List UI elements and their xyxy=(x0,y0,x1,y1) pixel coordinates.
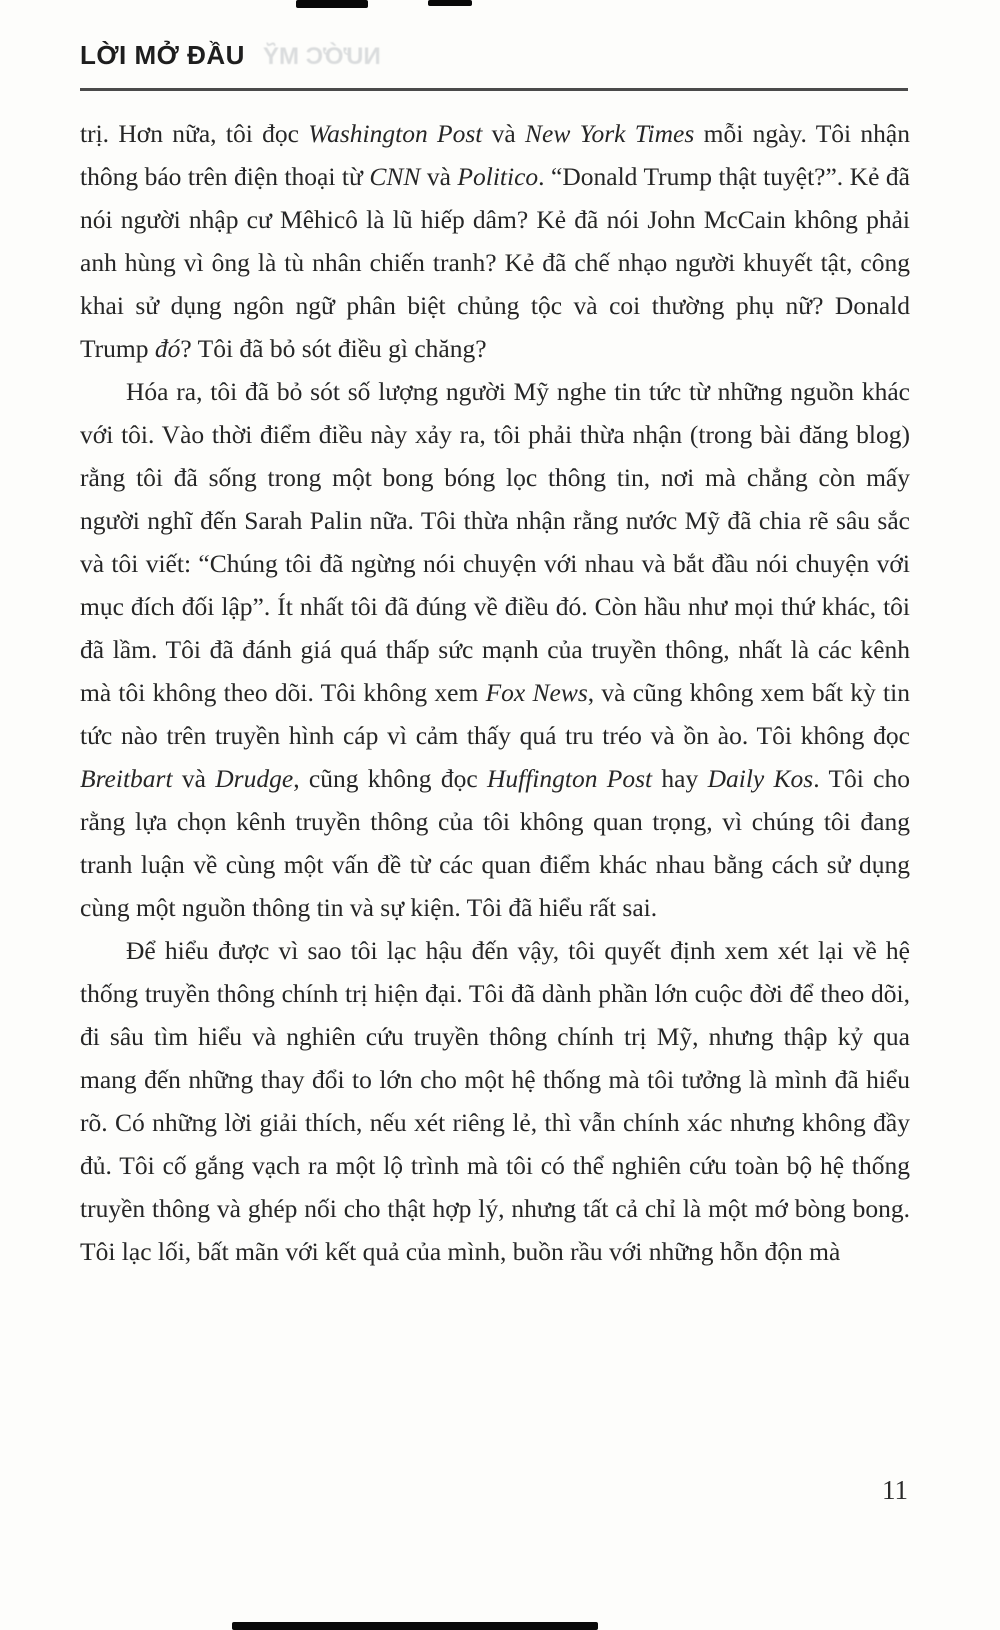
scan-artifact xyxy=(232,1622,598,1630)
italic-run: Fox News xyxy=(485,678,588,707)
italic-run: CNN xyxy=(369,162,421,191)
text-run: hay xyxy=(652,764,708,793)
text-run: trị. Hơn nữa, tôi đọc xyxy=(80,119,309,148)
italic-run: Drudge xyxy=(215,764,294,793)
text-run: ? Tôi đã bỏ sót điều gì chăng? xyxy=(180,334,487,363)
scan-artifact xyxy=(296,0,368,8)
page-number: 11 xyxy=(882,1475,908,1505)
italic-run: Breitbart xyxy=(80,764,173,793)
paragraph xyxy=(80,929,910,1273)
italic-run: Politico xyxy=(457,162,539,191)
scan-artifact xyxy=(428,0,472,6)
text-run: Hóa ra, tôi đã bỏ sót số lượng người Mỹ nghe tin tức từ những nguồn khác với tôi. Vào thời điểm điều này xảy ra, tôi phải thừa nhận (trong bài đăng blog) rằng tôi đã sống trong một bong bóng lọc thông tin, nơi mà chẳng còn mấy người nghĩ đến Sarah Palin nữa. Tôi thừa nhận rằng nước Mỹ đã chia rẽ sâu sắc và tôi viết: “Chúng tôi đã ngừng nói chuyện với nhau và bắt đầu nói chuyện với mục đích đối lập”. Ít nhất tôi đã đúng về điều đó. Còn hầu như mọi thứ khác, tôi đã lầm. Tôi đã đánh giá quá thấp sức mạnh của truyền thông, nhất là các kênh mà tôi không theo dõi. Tôi không xem xyxy=(80,377,910,707)
running-header xyxy=(80,40,908,71)
body-text xyxy=(80,112,910,1273)
text-run: , và cũng không xem bất kỳ tin tức nào trên truyền hình cáp vì cảm thấy quá tru tréo và ồn ào. Tôi không đọc xyxy=(80,678,910,750)
text-run: , cũng không đọc xyxy=(293,764,487,793)
italic-run: Washington Post xyxy=(308,119,483,148)
italic-run: Daily Kos xyxy=(707,764,814,793)
text-run: và xyxy=(420,162,458,191)
chapter-title: LỜI MỞ ĐẦU xyxy=(80,40,245,70)
paragraph xyxy=(80,370,910,929)
text-run: Để hiểu được vì sao tôi lạc hậu đến vậy, tôi quyết định xem xét lại về hệ thống truyền thông chính trị hiện đại. Tôi đã dành phần lớn cuộc đời để theo dõi, đi sâu tìm hiểu và nghiên cứu truyền thông chính trị Mỹ, nhưng thập kỷ qua mang đến những thay đổi to lớn cho một hệ thống mà tôi tưởng là mình đã hiểu rõ. Có những lời giải thích, nếu xét riêng lẻ, thì vẫn chính xác nhưng không đầy đủ. Tôi cố gắng vạch ra một lộ trình mà tôi có thể nghiên cứu toàn bộ hệ thống truyền thông và ghép nối cho thật hợp lý, nhưng tất cả chỉ là một mớ bòng bong. Tôi lạc lối, bất mãn với kết quả của mình, buồn rầu với những hỗn độn mà xyxy=(80,936,910,1266)
bleed-through-text: NƯỚC MỸ xyxy=(262,43,381,70)
header-rule xyxy=(80,88,908,91)
text-run: . Tôi cho rằng lựa chọn kênh truyền thông của tôi không quan trọng, vì chúng tôi đang tranh luận về cùng một vấn đề từ các quan điểm khác nhau bằng cách sử dụng cùng một nguồn thông tin và sự kiện. Tôi đã hiểu rất sai. xyxy=(80,764,910,922)
text-run: và xyxy=(482,119,526,148)
italic-run: New York Times xyxy=(525,119,695,148)
paragraph xyxy=(80,112,910,370)
text-run: . “Donald Trump thật tuyệt?”. Kẻ đã nói người nhập cư Mêhicô là lũ hiếp dâm? Kẻ đã nói John McCain không phải anh hùng vì ông là tù nhân chiến tranh? Kẻ đã chế nhạo người khuyết tật, công khai sử dụng ngôn ngữ phân biệt chủng tộc và coi thường phụ nữ? Donald Trump xyxy=(80,162,910,363)
italic-run: Huffington Post xyxy=(486,764,653,793)
italic-run: đó xyxy=(154,334,181,363)
text-run: mỗi ngày. Tôi nhận thông báo trên điện thoại từ xyxy=(80,119,910,191)
text-run: và xyxy=(172,764,216,793)
